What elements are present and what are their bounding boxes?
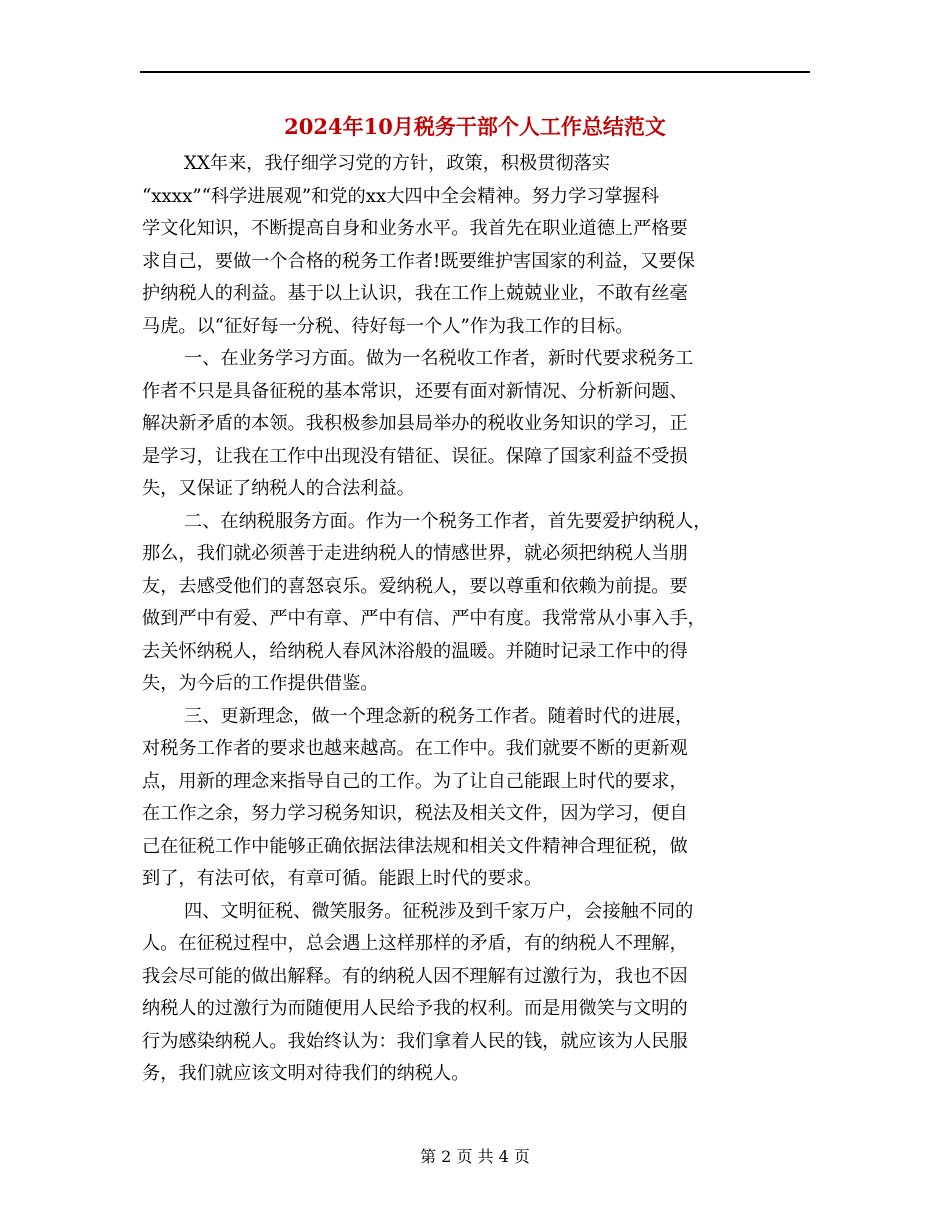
body-line: 二、在纳税服务方面。作为一个税务工作者，首先要爱护纳税人， bbox=[184, 510, 712, 532]
document-title: 2024年10月税务干部个人工作总结范文 bbox=[284, 114, 666, 139]
body-line: 己在征税工作中能够正确依据法律法规和相关文件精神合理征税，做 bbox=[142, 835, 688, 857]
body-line: 三、更新理念，做一个理念新的税务工作者。随着时代的进展， bbox=[184, 705, 694, 727]
body-line: 做到严中有爱、严中有章、严中有信、严中有度。我常常从小事入手， bbox=[142, 608, 706, 629]
body-line: 那么，我们就必须善于走进纳税人的情感世界，就必须把纳税人当朋 bbox=[142, 543, 688, 564]
body-line: 求自己，要做一个合格的税务工作者!既要维护害国家的利益，又要保 bbox=[142, 250, 695, 272]
body-line: “xxxx”“科学进展观”和党的xx大四中全会精神。努力学习掌握科 bbox=[142, 185, 660, 207]
body-line: 我会尽可能的做出解释。有的纳税人因不理解有过激行为，我也不因 bbox=[142, 965, 688, 987]
body-line: 务，我们就应该文明对待我们的纳税人。 bbox=[142, 1063, 470, 1084]
body-line: 人。在征税过程中，总会遇上这样那样的矛盾，有的纳税人不理解， bbox=[142, 933, 688, 954]
header-rule bbox=[140, 71, 810, 73]
body-line: XX年来，我仔细学习党的方针，政策，积极贯彻落实 bbox=[184, 153, 611, 174]
body-line: 纳税人的过激行为而随便用人民给予我的权利。而是用微笑与文明的 bbox=[142, 998, 688, 1019]
body-line: 四、文明征税、微笑服务。征税涉及到千家万户，会接触不同的 bbox=[184, 900, 694, 922]
body-line: 友，去感受他们的喜怒哀乐。爱纳税人，要以尊重和依赖为前提。要 bbox=[142, 575, 688, 597]
body-line: 到了，有法可依，有章可循。能跟上时代的要求。 bbox=[142, 868, 543, 889]
body-line: 马虎。以“征好每一分税、待好每一个人”作为我工作的目标。 bbox=[142, 315, 634, 337]
body-line: 作者不只是具备征税的基本常识，还要有面对新情况、分析新问题、 bbox=[142, 380, 688, 402]
body-line: 是学习，让我在工作中出现没有错征、误征。保障了国家利益不受损 bbox=[142, 445, 688, 467]
body-line: 失，为今后的工作提供借鉴。 bbox=[142, 673, 379, 694]
body-line: 对税务工作者的要求也越来越高。在工作中。我们就要不断的更新观 bbox=[142, 738, 688, 759]
body-line: 在工作之余，努力学习税务知识，税法及相关文件，因为学习，便自 bbox=[142, 803, 688, 824]
body-line: 失，又保证了纳税人的合法利益。 bbox=[142, 478, 415, 499]
body-line: 解决新矛盾的本领。我积极参加县局举办的税收业务知识的学习，正 bbox=[142, 413, 688, 434]
body-line: 去关怀纳税人，给纳税人春风沐浴般的温暖。并随时记录工作中的得 bbox=[142, 640, 688, 662]
body-line: 行为感染纳税人。我始终认为：我们拿着人民的钱，就应该为人民服 bbox=[142, 1030, 688, 1052]
body-line: 一、在业务学习方面。做为一名税收工作者，新时代要求税务工 bbox=[184, 348, 694, 369]
page-footer: 第 2 页 共 4 页 bbox=[420, 1147, 530, 1166]
body-line: 护纳税人的利益。基于以上认识，我在工作上兢兢业业，不敢有丝毫 bbox=[142, 283, 688, 304]
body-line: 点，用新的理念来指导自己的工作。为了让自己能跟上时代的要求， bbox=[142, 770, 688, 792]
document-body bbox=[142, 148, 812, 1091]
body-line: 学文化知识，不断提高自身和业务水平。我首先在职业道德上严格要 bbox=[142, 218, 688, 239]
